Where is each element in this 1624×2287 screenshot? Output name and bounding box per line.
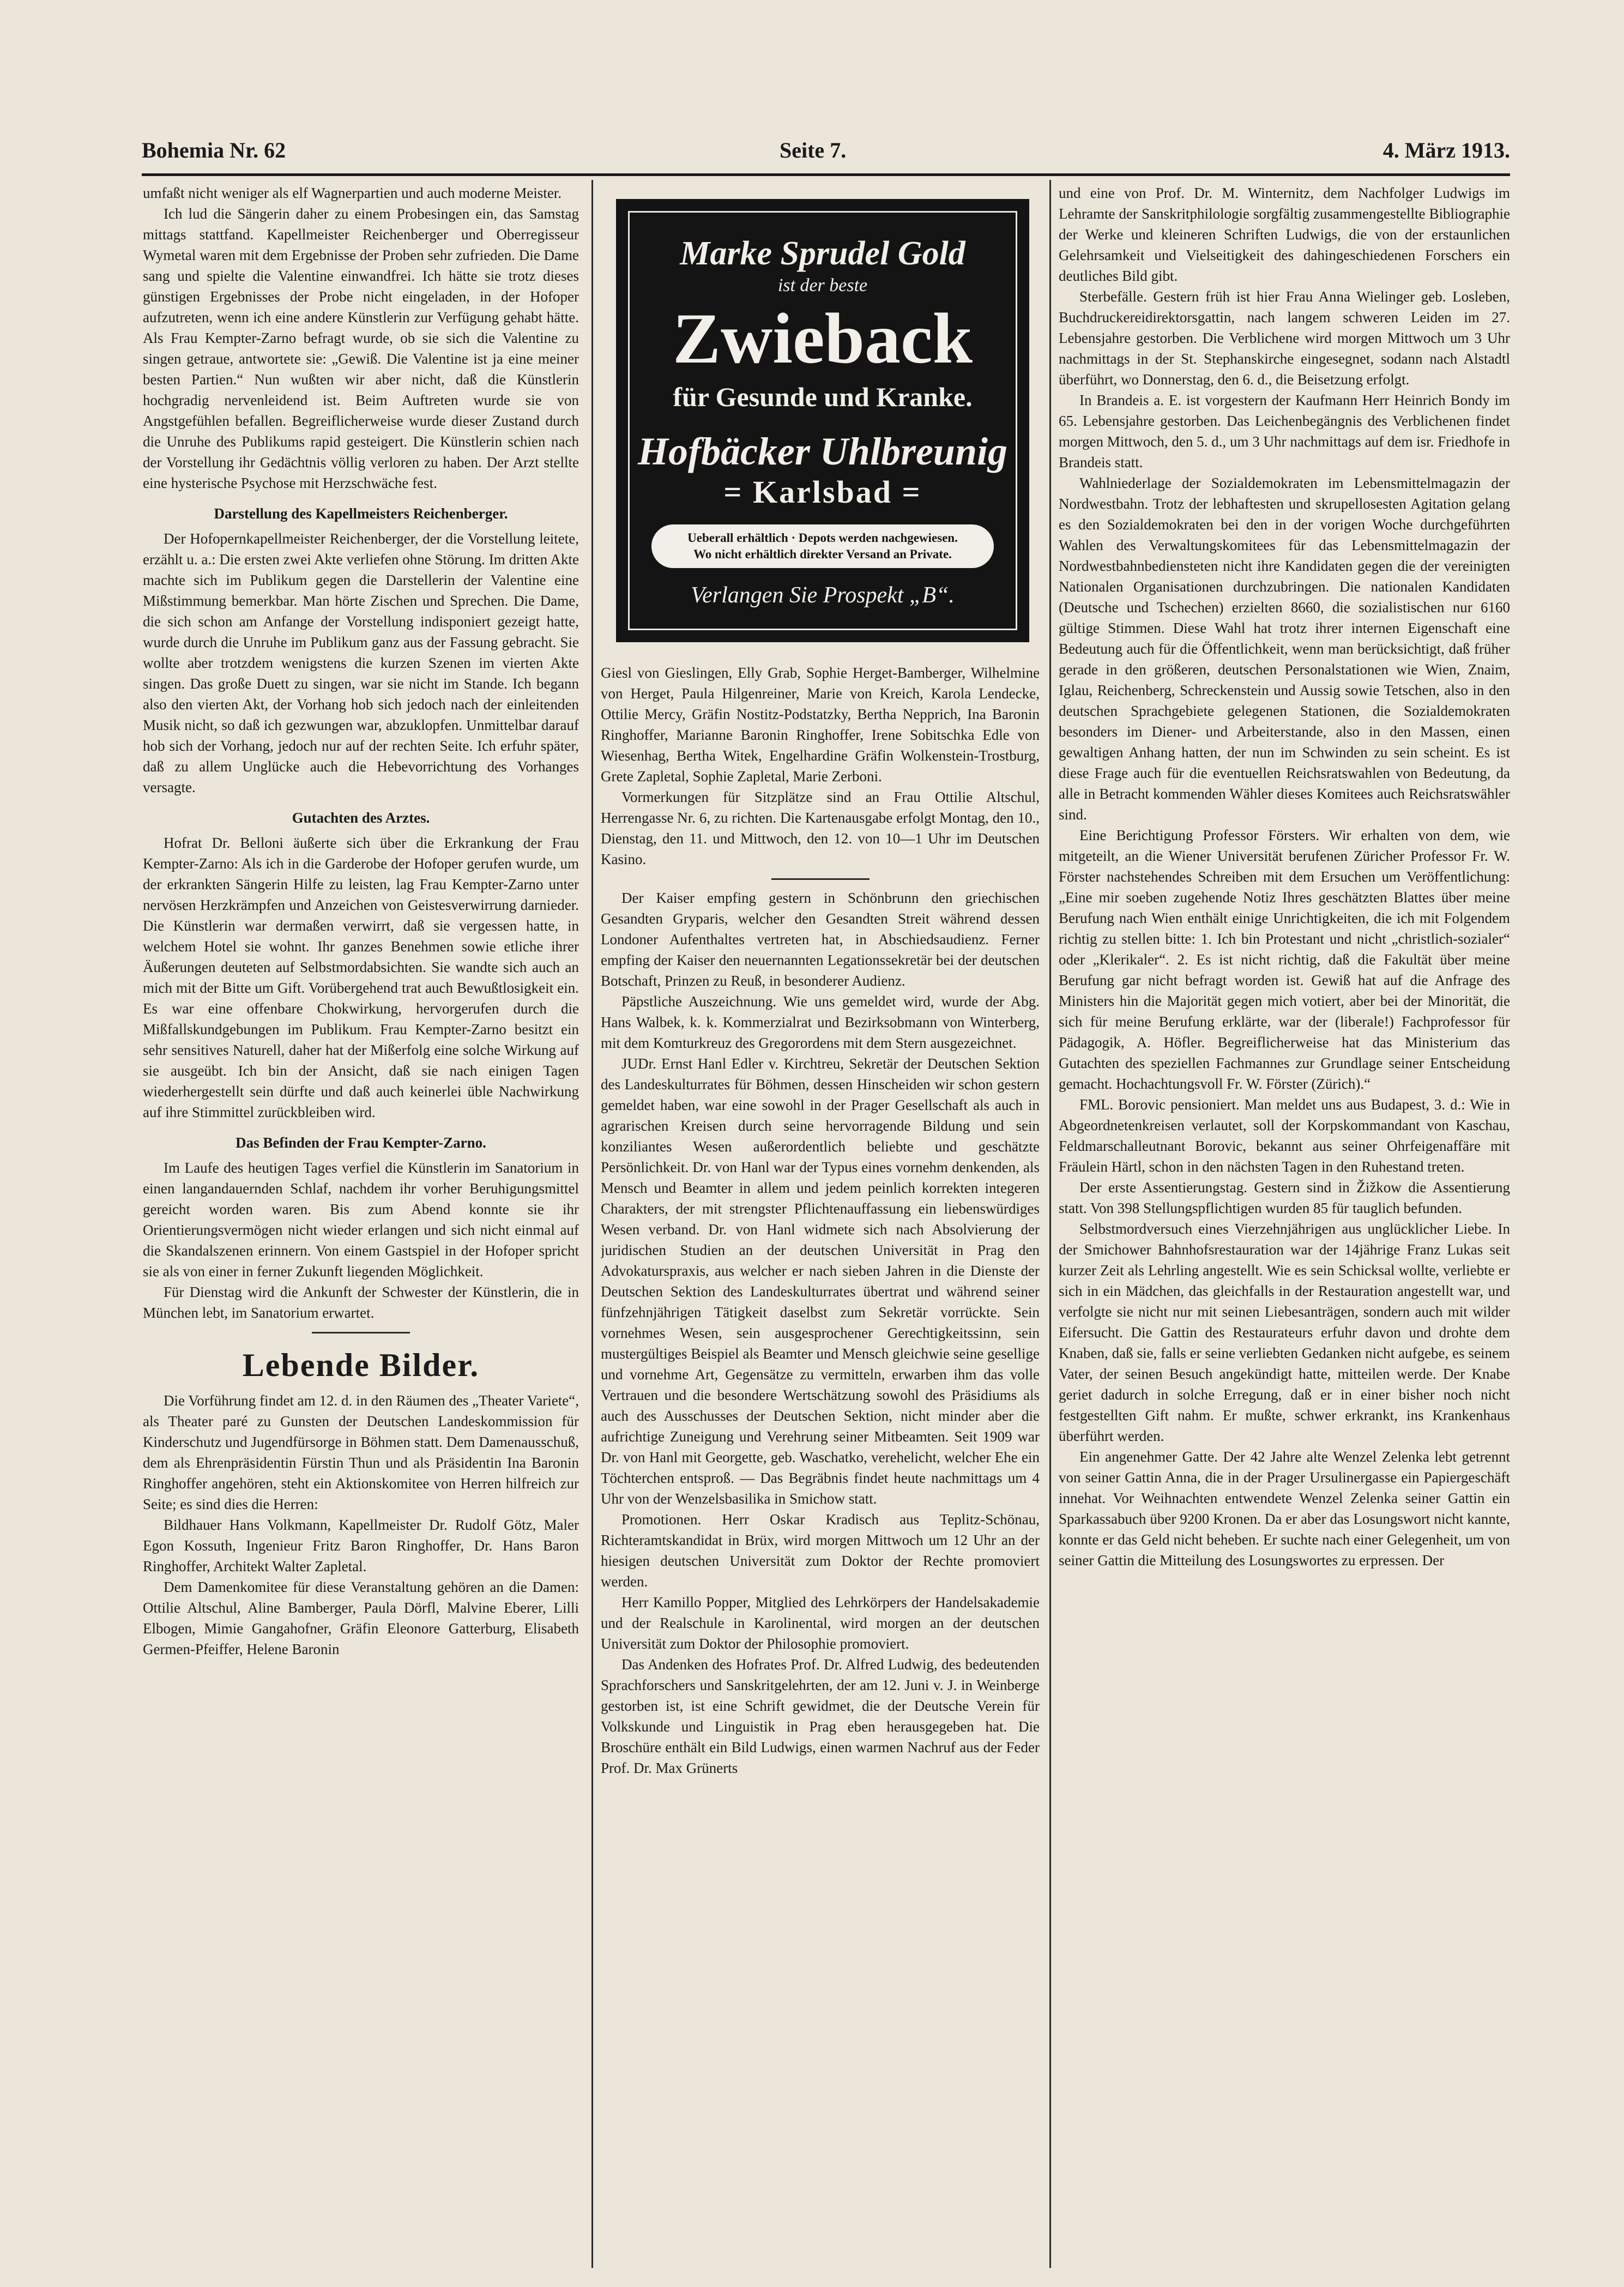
column-divider-1	[591, 180, 593, 2268]
col3-paragraph-9: Ein angenehmer Gatte. Der 42 Jahre alte Wenzel Zelenka lebt getrennt von seiner Gattin Anna, die in der Prager Ursulinergasse ein Papiergeschäft innehat. Vor Weihnachten entwendete Wenzel Zelenka seiner Gattin ein Sparkassabuch über 9200 Kronen. Da er aber das Losungswort nicht kannte, konnte er das Geld nicht beheben. Er suchte nach einer Gelegenheit, um von seiner Gattin die Mitteilung des Losungswortes zu erpressen. Der	[1059, 1449, 1510, 1568]
col1-section-title: Lebende Bilder.	[242, 1347, 480, 1383]
col1-paragraph-6: Für Dienstag wird die Ankunft der Schwester der Künstlerin, die in München lebt, im Sanatorium erwartet.	[143, 1284, 579, 1321]
col1-paragraph-5: Im Laufe des heutigen Tages verfiel die Künstlerin im Sanatorium in einen langandauernden Schlaf, nachdem ihr vorher Beruhigungsmittel gereicht worden waren. Bis zum Abend konnte sie ihr Orientierungsvermögen nicht wieder erlangen und sich nicht einmal auf die Skandalszenen erinnern. Von einem Gastspiel in der Hofoper spricht sie als von einer in ferner Zukunft liegenden Möglichkeit.	[143, 1160, 579, 1280]
col1-paragraph-2: Ich lud die Sängerin daher zu einem Probesingen ein, das Samstag mittags stattfand. Kapellmeister Reichenberger und Oberregisseur Wymetal waren mit dem Ergebnisse der Proben sehr zufrieden. Die Dame sang und spielte die Valentine einwandfrei. Ich hätte sie trotz dieses günstigen Ergebnisses der Probe nicht eingeladen, in der Hofoper aufzutreten, wenn ich eine andere Künstlerin zur Verfügung gehabt hätte. Als Frau Kempter-Zarno befragt wurde, ob sie sich die Valentine zu singen getraue, antwortete sie: „Gewiß. Die Valentine ist ja eine meiner besten Partien.“ Nun wußten wir aber nicht, daß die Künstlerin hochgradig nervenleidend ist. Beim Auftreten wurde sie von Angstgefühlen befallen. Begreiflicherweise wurde dieser Zustand durch die Unruhe des Publikums rapid gesteigert. Die Künstlerin schien nach der Vorstellung ihr Gedächtnis völlig verloren zu haben. Der Arzt stellte eine hysterische Psychose mit Herzschwäche fest.	[143, 206, 579, 491]
page-header	[142, 137, 1510, 170]
col3-paragraph-2: Sterbefälle. Gestern früh ist hier Frau Anna Wielinger geb. Losleben, Buchdruckereidirektorsgattin, nach langem schweren Leiden im 27. Lebensjahre gestorben. Die Verblichene wird morgen Mittwoch um 3 Uhr nachmittags in der St. Stephanskirche eingesegnet, sodann nach Alstadtl überführt, wo Donnerstag, den 6. d., die Beisetzung erfolgt.	[1059, 288, 1510, 388]
col2-paragraph-2: Vormerkungen für Sitzplätze sind an Frau Ottilie Altschul, Herrengasse Nr. 6, zu richten. Die Kartenausgabe erfolgt Montag, den 10., Dienstag, den 11. und Mittwoch, den 12. von 10—1 Uhr im Deutschen Kasino.	[601, 789, 1040, 867]
column-divider-2	[1049, 180, 1051, 2268]
col1-subheading-1: Darstellung des Kapellmeisters Reichenberger.	[214, 505, 508, 522]
ad-product: Zwieback	[672, 298, 973, 378]
ad-audience: für Gesunde und Kranke.	[673, 382, 973, 412]
col3-paragraph-8: Selbstmordversuch eines Vierzehnjährigen aus unglücklicher Liebe. In der Smichower Bahnhofsrestauration war der 14jährige Franz Lukas seit kurzer Zeit als Lehrling angestellt. Wie es sein Schicksal wollte, verliebte er sich in ein Mädchen, das gleichfalls in der Restauration angestellt war, und verfolgte sie nicht nur mit seinen Liebesanträgen, sondern auch mit wilder Eifersucht. Die Gattin des Restaurateurs erfuhr davon und drohte dem Knaben, daß sie, falls er seine verliebten Gedanken nicht aufgebe, es seinem Vater, der seinen Besuch angekündigt hatte, mitteilen werde. Der Knabe geriet dadurch in solche Erregung, daß er in einer bisher noch nicht festgestellten Gift nahm. Er mußte, schwer erkrankt, ins Krankenhaus überführt werden.	[1059, 1221, 1510, 1444]
col1-paragraph-7: Die Vorführung findet am 12. d. in den Räumen des „Theater Variete“, als Theater paré zu Gunsten der Deutschen Landeskommission für Kinderschutz und Jugendfürsorge in Böhmen statt. Dem Damenausschuß, dem als Ehrenpräsidentin Fürstin Thun und als Präsidentin Ina Baronin Ringhoffer angehören, steht ein Aktionskomitee von Herren hilfreich zur Seite; es sind dies die Herren:	[143, 1392, 579, 1512]
advertisement-frame	[628, 211, 1017, 630]
ad-brand: Marke Sprudel Gold	[680, 235, 965, 272]
ad-availability-line-2: Wo nicht erhältlich direkter Versand an Private.	[693, 547, 952, 561]
column-2	[601, 662, 1040, 2268]
col1-subheading-3: Das Befinden der Frau Kempter-Zarno.	[236, 1135, 486, 1151]
col1-paragraph-3: Der Hofopernkapellmeister Reichenberger, der die Vorstellung leitete, erzählt u. a.: Die ersten zwei Akte verliefen ohne Störung. Im dritten Akte machte sich im Publikum gegen die Darstellerin der Valentine eine Mißstimmung bemerkbar. Man hörte Zischen und Sprechen. Die Dame, die sich schon am Anfange der Vorstellung indisponiert gezeigt hatte, wurde durch die Unruhe im Publikum ganz aus der Fassung gebracht. Sie wollte aber trotzdem wenigstens die kurzen Szenen im vierten Akte singen. Das große Duett zu singen, war sie nicht im Stande. Ich begann also den vierten Akt, der Vorhang hob sich jedoch nach der einleitenden Musik nicht, so daß ich gezwungen war, abzuklopfen. Unmittelbar darauf hob sich der Vorhang, jedoch nur auf der rechten Seite. Ich erfuhr später, daß zu allem Unglücke auch die Hebevorrichtung des Vorhanges versagte.	[143, 530, 579, 795]
col1-paragraph-1: umfaßt nicht weniger als elf Wagnerpartien und auch moderne Meister.	[143, 185, 562, 201]
col1-paragraph-9: Dem Damenkomitee für diese Veranstaltung gehören an die Damen: Ottilie Altschul, Aline Bamberger, Paula Dörfl, Malvine Eberer, Lilli Elbogen, Mimie Gangahofner, Gräfin Eleonore Gatterburg, Elisabeth Germen-Pfeiffer, Helene Baronin	[143, 1579, 579, 1657]
header-page-number: Seite 7.	[780, 138, 847, 162]
col3-paragraph-7: Der erste Assentierungstag. Gestern sind in Žižkow die Assentierung statt. Von 398 Stellungspflichtigen wurden 85 für tauglich befunden.	[1059, 1179, 1510, 1216]
col2-rule-1	[771, 878, 870, 880]
col3-paragraph-5: Eine Berichtigung Professor Försters. Wir erhalten von dem, wie mitgeteilt, an die Wiener Universität berufenen Züricher Professor Fr. W. Förster nachstehendes Schreiben mit dem Ersuchen um Veröffentlichung: „Eine mir soeben zugehende Notiz Ihres geschätzten Blattes über meine Berufung nach Wien enthält einige Unrichtigkeiten, die ich mit Folgendem richtig zu stellen bitte: 1. Ich bin Protestant und nicht „christlich-sozialer“ oder „Klerikaler“. 2. Es ist nicht richtig, daß die Fakultät über meine Berufung gar nicht befragt worden ist. Gewiß hat auf die Anfrage des Ministers hin die Majorität gegen mich votiert, aber bei der Minorität, die sich für meine Berufung erklärte, war der (liberale!) Fachprofessor für Pädagogik, A. Höfler. Begreiflicherweise hat das Ministerium das Gutachten des speziellen Fachmannes zur Grundlage seiner Entscheidung gemacht. Hochachtungsvoll Fr. W. Förster (Zürich).“	[1059, 827, 1510, 1092]
col1-paragraph-4: Hofrat Dr. Belloni äußerte sich über die Erkrankung der Frau Kempter-Zarno: Als ich in die Garderobe der Hofoper gerufen wurde, um der erkrankten Sängerin Hilfe zu leisten, lag Frau Kempter-Zarno unter nervösen Herzkrämpfen und Anzeichen von Geistesverwirrung darnieder. Die Künstlerin war dermaßen verwirrt, daß sie vergessen hatte, in welchem Hotel sie wohnt. Ihr ganzes Benehmen sowie etliche ihrer Äußerungen deuteten auf Selbstmordabsichten. Sie wandte sich auch an mich mit der Bitte um Gift. Vorübergehend trat auch Bewußtlosigkeit ein. Es war eine offenbare Chokwirkung, hervorgerufen durch die Mißfallskundgebungen im Publikum. Frau Kempter-Zarno besitzt ein sehr sensitives Naturell, daher hat der Mißerfolg eine solche Wirkung auf sie ausgeübt. Ich bin der Ansicht, daß sie nach einigen Tagen wiederhergestellt sein dürfte und daß auch keinerlei üble Nachwirkung auf ihre Stimmittel zurückbleiben wird.	[143, 835, 579, 1120]
col2-paragraph-5: JUDr. Ernst Hanl Edler v. Kirchtreu, Sekretär der Deutschen Sektion des Landeskulturrates für Böhmen, dessen Hinscheiden wir schon gestern gemeldet haben, war eine sowohl in der Prager Gesellschaft als auch in agrarischen Kreisen durch seine hervorragende Bildung und sein konziliantes Wesen außerordentlich beliebte und geschätzte Persönlichkeit. Dr. von Hanl war der Typus eines vornehm denkenden, als Mensch und Beamter in allem und jedem peinlich korrekten integeren Charakters, der mit strengster Pflichtenauffassung ein liebenswürdiges Wesen verband. Dr. von Hanl widmete sich nach Absolvierung der juridischen Studien an der deutschen Universität in Prag den Advokaturspraxis, aus welcher er nach sieben Jahren in die Dienste der Deutschen Sektion des Landeskulturrates übertrat und während seiner fünfzehnjährigen Tätigkeit daselbst zum Sekretär vorrückte. Sein vornehmes Wesen, sein ausgesprochener Gerechtigkeitssinn, sein mustergültiges Beispiel als Beamter und Mensch gleichwie seine gesellige und vornehme Art, Gegensätze zu vermitteln, erwarben ihm das volle Vertrauen und die besondere Wertschätzung sowohl des Präsidiums als auch des Ausschusses der Deutschen Sektion, nicht minder aber die aufrichtige Zuneigung und Verehrung seiner Mitbeamten. Seit 1909 war Dr. von Hanl mit Georgette, geb. Waschatko, verehelicht, welcher Ehe ein Töchterchen entsproß. — Das Begräbnis findet heute nachmittags um 4 Uhr von der Wenzelsbasilika in Smichow statt.	[601, 1055, 1040, 1507]
column-1	[143, 183, 579, 2265]
col2-paragraph-3: Der Kaiser empfing gestern in Schönbrunn den griechischen Gesandten Gryparis, welcher den Gesandten Streit während dessen Londoner Aufenthaltes vertreten hat, in Abschiedsaudienz. Ferner empfing der Kaiser den neuernannten Legationssekretär bei der deutschen Botschaft, Prinzen zu Reuß, in besonderer Audienz.	[601, 890, 1040, 989]
col1-section-rule	[312, 1332, 410, 1333]
col2-paragraph-4: Päpstliche Auszeichnung. Wie uns gemeldet wird, wurde der Abg. Hans Walbek, k. k. Kommerzialrat und Bezirksobmann von Winterberg, mit dem Komturkreuz des Gregorordens mit dem Stern ausgezeichnet.	[601, 993, 1040, 1051]
ad-city: = Karlsbad =	[723, 474, 922, 510]
header-newspaper-issue: Bohemia Nr. 62	[142, 138, 286, 162]
header-date: 4. März 1913.	[1382, 138, 1510, 162]
col2-paragraph-6: Promotionen. Herr Oskar Kradisch aus Teplitz-Schönau, Richteramtskandidat in Brüx, wird morgen Mittwoch um 12 Uhr an der hiesigen deutschen Universität zum Doktor der Rechte promoviert werden.	[601, 1511, 1040, 1590]
col1-subheading-2: Gutachten des Arztes.	[292, 810, 430, 826]
col3-paragraph-3: In Brandeis a. E. ist vorgestern der Kaufmann Herr Heinrich Bondy im 65. Lebensjahre gestorben. Das Leichenbegängnis des Verblichenen findet morgen Mittwoch, den 5. d., um 3 Uhr nachmittags auf dem isr. Friedhofe in Brandeis statt.	[1059, 392, 1510, 470]
ad-prospectus: Verlangen Sie Prospekt „B“.	[691, 583, 955, 608]
col3-paragraph-6: FML. Borovic pensioniert. Man meldet uns aus Budapest, 3. d.: Wie in Abgeordnetenkreisen verlautet, soll der Korpskommandant von Kaschau, Feldmarschalleutnant Borovic, bekannt aus seiner Ohrfeigenaffäre mit Fräulein Härtl, schon in den nächsten Tagen in den Ruhestand treten.	[1059, 1096, 1510, 1175]
header-rule	[142, 173, 1510, 176]
ad-availability-box	[651, 524, 994, 568]
col3-paragraph-4: Wahlniederlage der Sozialdemokraten im Lebensmittelmagazin der Nordwestbahn. Trotz der lebhaftesten und skrupellosesten Agitation gelang es den Sozialdemokraten bei den in der vorigen Woche durchgeführten Wahlen des Verwaltungskomitees für das Lebensmittelmagazin der Nordwestbahnbediensteten nicht ihre Kandidaten gegen die der vereinigten Nationalen Organisationen durchzubringen. Die nationalen Kandidaten (Deutsche und Tschechen) erzielten 8660, die sozialistischen nur 6160 gültige Stimmen. Diese Wahl hat trotz ihrer internen Eigenschaft eine Bedeutung auch für die Öffentlichkeit, wenn man berücksichtigt, daß früher gerade in den größeren, deutschen Personalstationen wie Wien, Znaim, Iglau, Reichenberg, Schreckenstein und Aussig sowie Tetschen, also in den deutschen Sprachgebiete gelegenen Stationen, die Sozialdemokraten besonders im Diener- und Arbeiterstande, also in den Massen, einen gewaltigen Anhang hatten, der nun im Schwinden zu sein scheint. Es ist diese Frage auch für die eventuellen Reichsratswahlen von Bedeutung, da alle in Betracht kommenden Wähler dieses Komitees auch Reichsratswähler sind.	[1059, 475, 1510, 823]
ad-baker: Hofbäcker Uhlbreunig	[637, 430, 1008, 473]
col2-paragraph-1: Giesl von Gieslingen, Elly Grab, Sophie Herget-Bamberger, Wilhelmine von Herget, Paula Hilgenreiner, Marie von Kreich, Karola Lendecke, Ottilie Mercy, Gräfin Nostitz-Podstatzky, Bertha Nepprich, Ina Baronin Ringhoffer, Marianne Baronin Ringhoffer, Irene Sobitschka Edle von Wiesenhag, Bertha Witek, Engelhardine Gräfin Wolkenstein-Trostburg, Grete Zapletal, Sophie Zapletal, Marie Zerboni.	[601, 665, 1040, 785]
col2-paragraph-7: Herr Kamillo Popper, Mitglied des Lehrkörpers der Handelsakademie und der Realschule in Karolinental, wird morgen an der deutschen Universität zum Doktor der Philosophie promoviert.	[601, 1594, 1040, 1652]
ad-availability-line-1: Ueberall erhältlich · Depots werden nachgewiesen.	[687, 531, 958, 545]
ad-tagline: ist der beste	[777, 275, 868, 295]
column-3	[1059, 183, 1510, 2265]
col2-paragraph-8: Das Andenken des Hofrates Prof. Dr. Alfred Ludwig, des bedeutenden Sprachforschers und Sanskritgelehrten, der am 12. Juni v. J. in Weinberge gestorben ist, ist eine Schrift gewidmet, die der Deutsche Verein für Volkskunde und Linguistik in Prag eben herausgegeben hat. Die Broschüre enthält ein Bild Ludwigs, einen warmen Nachruf aus der Feder Prof. Dr. Max Grünerts	[601, 1656, 1040, 1776]
zwieback-advertisement	[616, 199, 1029, 642]
col1-paragraph-8: Bildhauer Hans Volkmann, Kapellmeister Dr. Rudolf Götz, Maler Egon Kossuth, Ingenieur Fritz Baron Ringhoffer, Dr. Hans Baron Ringhoffer, Architekt Walter Zapletal.	[143, 1517, 579, 1574]
col3-paragraph-1: und eine von Prof. Dr. M. Winternitz, dem Nachfolger Ludwigs im Lehramte der Sanskritphilologie sorgfältig zusammengestellte Bibliographie der Werke und kleineren Schriften Ludwigs, die von der erstaunlichen Gelehrsamkeit und Vielseitigkeit des dahingeschiedenen Forschers ein deutliches Bild gibt.	[1059, 185, 1510, 284]
